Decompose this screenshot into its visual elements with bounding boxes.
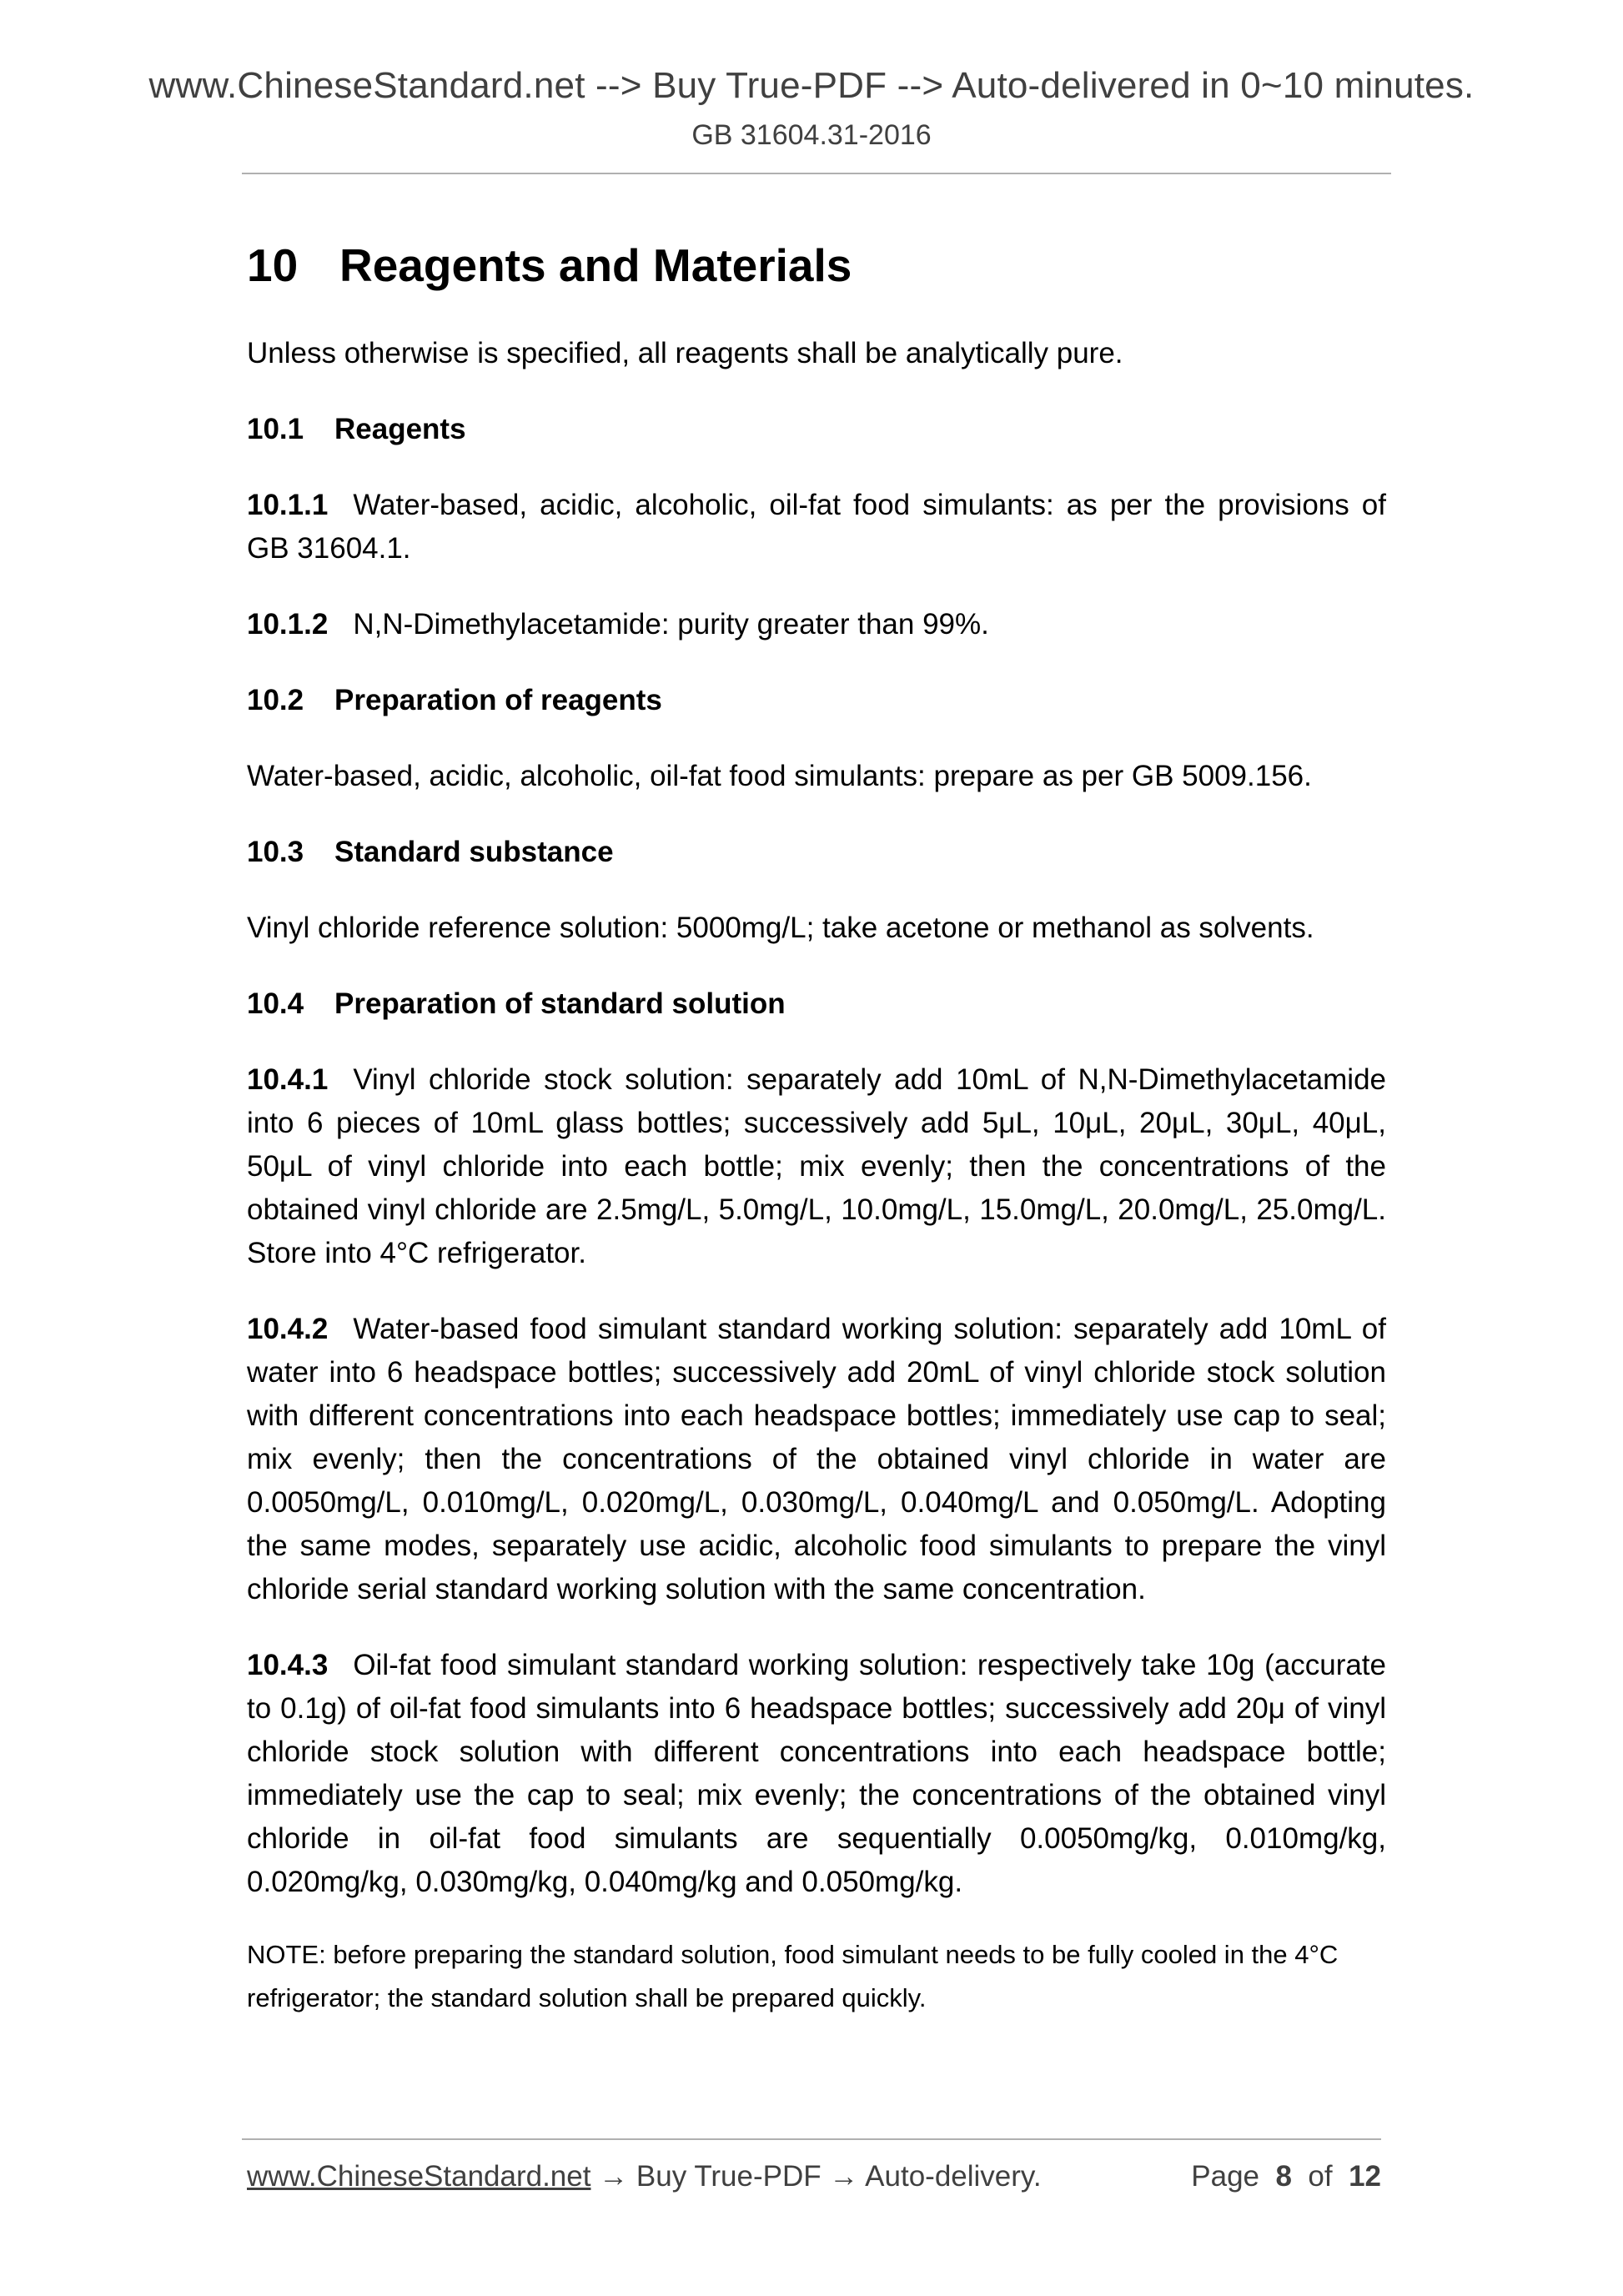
subsection-number: 10.1 <box>247 413 304 445</box>
clause-text: Vinyl chloride stock solution: separately add 10mL of N,N-Dimethylacetamide into 6 pieces of 10mL glass bottles; successively add 5μL, 10μL, 20μL, 30μL, 40μL, 50μL of vinyl chloride into each bottle; mix evenly; then the concentrations of the obtained vinyl chloride are 2.5mg/L, 5.0mg/L, 10.0mg/L, 15.0mg/L, 20.0mg/L, 25.0mg/L. Store into 4°C refrigerator. <box>247 1063 1386 1269</box>
subsection-title: Preparation of standard solution <box>334 987 786 1020</box>
clause-10-1-1 <box>247 484 1386 570</box>
footer-link[interactable]: www.ChineseStandard.net <box>247 2160 591 2193</box>
clause-10-4-1 <box>247 1058 1386 1275</box>
subsection-title: Standard substance <box>334 836 614 868</box>
page-indicator <box>1191 2160 1381 2193</box>
header-doc-id: GB 31604.31-2016 <box>691 119 932 151</box>
page-total: 12 <box>1349 2160 1381 2193</box>
header-divider <box>242 173 1391 174</box>
page-number: 8 <box>1275 2160 1292 2193</box>
clause-text: Oil-fat food simulant standard working solution: respectively take 10g (accurate to 0.1g) of oil-fat food simulants into 6 headspace bottles; successively add 20μ of vinyl chloride stock solution with different concentrations into each headspace bottle; immediately use the cap to seal; mix evenly; the concentrations of the obtained vinyl chloride in oil-fat food simulants are sequentially 0.0050mg/kg, 0.010mg/kg, 0.020mg/kg, 0.030mg/kg, 0.040mg/kg and 0.050mg/kg. <box>247 1649 1386 1898</box>
page-word: Page <box>1191 2160 1260 2193</box>
header-banner[interactable]: www.ChineseStandard.net --> Buy True-PDF --> Auto-delivered in 0~10 minutes. <box>148 65 1475 106</box>
section-intro: Unless otherwise is specified, all reagents shall be analytically pure. <box>247 337 1123 369</box>
subsection-heading-10-4 <box>247 982 1386 1026</box>
clause-number: 10.4.3 <box>247 1649 329 1681</box>
of-word: of <box>1308 2160 1333 2193</box>
subsection-title: Reagents <box>334 413 466 445</box>
section-title: Reagents and Materials <box>339 239 852 291</box>
subsection-heading-10-3 <box>247 831 1386 874</box>
clause-text: Water-based food simulant standard working solution: separately add 10mL of water into 6 headspace bottles; successively add 20mL of vinyl chloride stock solution with different concentrations into each headspace bottles; immediately use cap to seal; mix evenly; then the concentrations of the obtained vinyl chloride in water are 0.0050mg/L, 0.010mg/L, 0.020mg/L, 0.030mg/L, 0.040mg/L and 0.050mg/L. Adopting the same modes, separately use acidic, alcoholic food simulants to prepare the vinyl chloride serial standard working solution with the same concentration. <box>247 1313 1386 1605</box>
subsection-title: Preparation of reagents <box>334 684 662 716</box>
subsection-number: 10.3 <box>247 836 304 868</box>
clause-number: 10.1.2 <box>247 608 329 641</box>
footer-promo <box>247 2160 1042 2193</box>
clause-10-4-3 <box>247 1644 1386 1904</box>
main-content <box>247 235 1386 2020</box>
section-heading <box>247 235 1386 295</box>
section-number: 10 <box>247 239 299 291</box>
subsection-heading-10-1 <box>247 408 1386 451</box>
paragraph-10-2: Water-based, acidic, alcoholic, oil-fat food simulants: prepare as per GB 5009.156. <box>247 760 1312 792</box>
clause-text: Water-based, acidic, alcoholic, oil-fat food simulants: as per the provisions of GB 31604.1. <box>247 489 1386 565</box>
footer-tail: → Buy True-PDF → Auto-delivery. <box>590 2160 1042 2193</box>
footer-divider <box>242 2138 1381 2140</box>
clause-10-4-2 <box>247 1308 1386 1611</box>
clause-text: N,N-Dimethylacetamide: purity greater than 99%. <box>353 608 989 641</box>
subsection-number: 10.4 <box>247 987 304 1020</box>
subsection-heading-10-2 <box>247 679 1386 722</box>
clause-10-1-2 <box>247 603 1386 646</box>
clause-number: 10.4.1 <box>247 1063 329 1096</box>
clause-number: 10.1.1 <box>247 489 329 521</box>
clause-number: 10.4.2 <box>247 1313 329 1345</box>
subsection-number: 10.2 <box>247 684 304 716</box>
paragraph-10-3: Vinyl chloride reference solution: 5000mg/L; take acetone or methanol as solvents. <box>247 912 1314 944</box>
footer <box>247 2160 1381 2193</box>
note-text: NOTE: before preparing the standard solution, food simulant needs to be fully cooled in the 4°C refrigerator; the standard solution shall be prepared quickly. <box>247 1940 1339 2012</box>
